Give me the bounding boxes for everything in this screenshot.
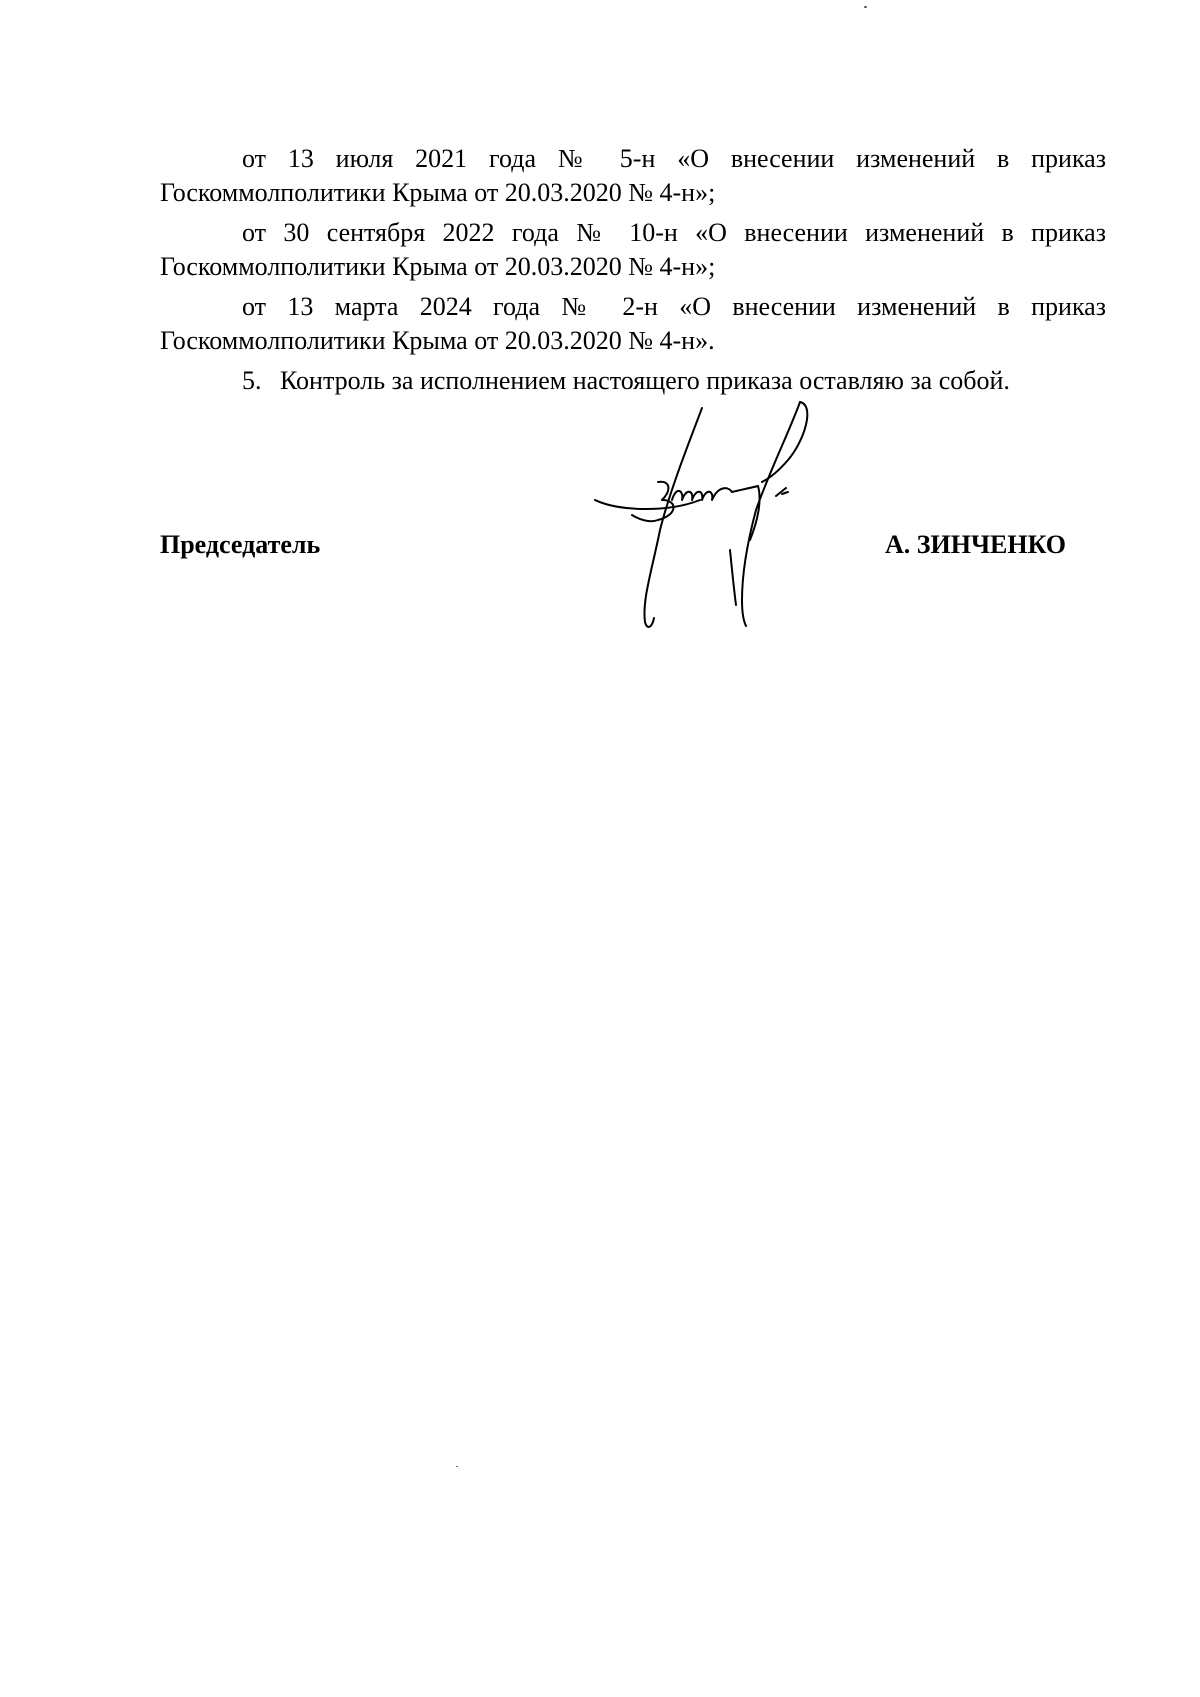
amendment-paragraph-3 xyxy=(160,290,1106,358)
amendment-paragraph-1 xyxy=(160,142,1106,210)
amendment-paragraph-2 xyxy=(160,216,1106,284)
item-number: 5. xyxy=(242,366,262,395)
amendment-paragraph-3-text: от 13 марта 2024 года № 2-н «О внесении изменений в приказ Госкоммолполитики Крыма от 20.03.2020 № 4-н». xyxy=(160,292,1106,355)
scan-speck xyxy=(456,1466,458,1467)
amendment-paragraph-2-text: от 30 сентября 2022 года № 10-н «О внесении изменений в приказ Госкоммолполитики Крыма от 20.03.2020 № 4-н»; xyxy=(160,218,1106,281)
handwritten-signature xyxy=(590,400,850,640)
signatory-role: Председатель xyxy=(160,530,321,559)
signatory-name: А. ЗИНЧЕНКО xyxy=(885,530,1067,559)
item-text: Контроль за исполнением настоящего приказа оставляю за собой. xyxy=(280,366,1010,395)
numbered-item-5 xyxy=(242,364,1010,398)
scan-speck xyxy=(864,6,867,8)
amendment-paragraph-1-text: от 13 июля 2021 года № 5-н «О внесении изменений в приказ Госкоммолполитики Крыма от 20.03.2020 № 4-н»; xyxy=(160,144,1106,207)
